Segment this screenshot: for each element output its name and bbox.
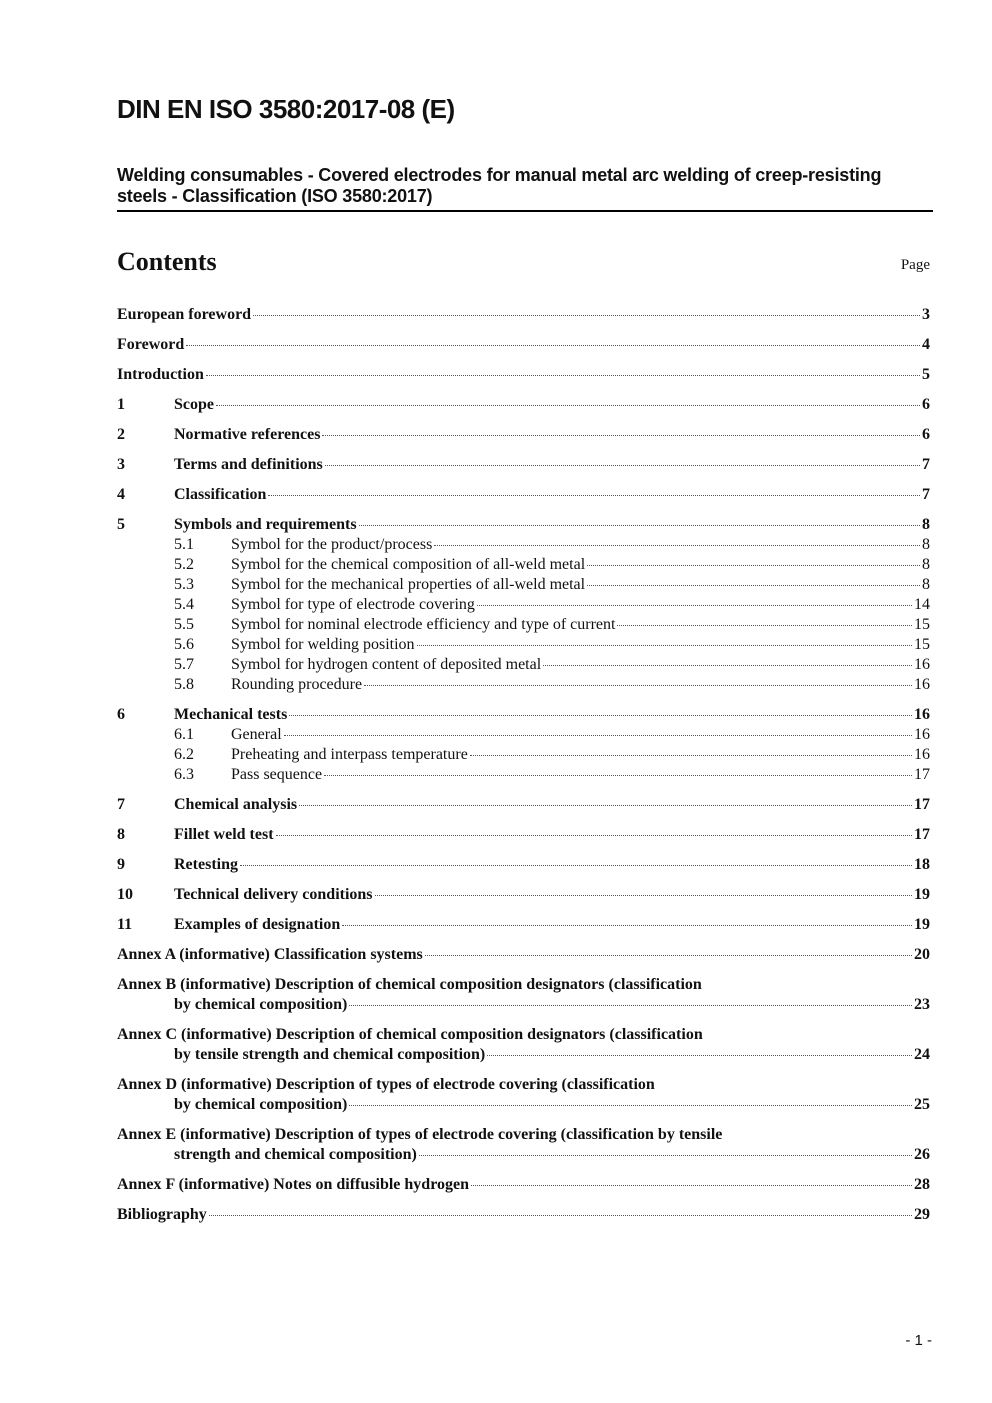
dot-leader — [543, 665, 912, 666]
toc-entry[interactable] — [117, 335, 930, 355]
toc-entry-number: 5 — [117, 516, 125, 533]
toc-entry-row — [117, 655, 930, 675]
dot-leader — [322, 435, 920, 436]
toc-entry-page: 16 — [914, 656, 930, 673]
toc-entry-title: Symbol for type of electrode covering — [231, 596, 475, 613]
toc-entry[interactable] — [117, 485, 930, 505]
toc-entry-title: Introduction — [117, 366, 204, 383]
toc-entry-row — [117, 335, 930, 355]
dot-leader — [324, 775, 912, 776]
toc-entry-page: 15 — [914, 636, 930, 653]
toc-entry-page: 8 — [922, 576, 930, 593]
toc-entry-number: 5.1 — [174, 536, 194, 553]
toc-entry[interactable] — [117, 675, 930, 695]
toc-entry[interactable] — [117, 595, 930, 615]
dot-leader — [216, 405, 920, 406]
dot-leader — [276, 835, 912, 836]
toc-entry-row — [117, 825, 930, 845]
dot-leader — [434, 545, 920, 546]
dot-leader — [419, 1155, 912, 1156]
toc-entry-row — [117, 425, 930, 445]
toc-entry[interactable] — [117, 1075, 930, 1115]
toc-entry-number: 5.5 — [174, 616, 194, 633]
toc-entry[interactable] — [117, 455, 930, 475]
toc-entry-number: 5.2 — [174, 556, 194, 573]
toc-entry-title: Symbol for nominal electrode efficiency and type of current — [231, 616, 616, 633]
toc-entry-title: Pass sequence — [231, 766, 323, 783]
toc-entry-row — [117, 365, 930, 385]
toc-entry-row — [117, 1145, 930, 1165]
contents-heading: Contents — [117, 247, 217, 276]
toc-entry[interactable] — [117, 765, 930, 785]
toc-entry-title: Classification — [174, 486, 267, 503]
toc-entry-row — [117, 555, 930, 575]
toc-entry-page: 29 — [914, 1206, 930, 1223]
toc-entry[interactable] — [117, 615, 930, 635]
toc-entry[interactable] — [117, 975, 930, 1015]
toc-entry-page: 4 — [922, 336, 930, 353]
toc-entry-title: Symbol for the mechanical properties of all-weld metal — [231, 576, 586, 593]
toc-entry-row — [117, 535, 930, 555]
toc-entry[interactable] — [117, 1175, 930, 1195]
toc-entry[interactable] — [117, 825, 930, 845]
toc-entry-title: Rounding procedure — [231, 676, 363, 693]
toc-entry-row — [117, 615, 930, 635]
dot-leader — [240, 865, 912, 866]
toc-entry-title: Terms and definitions — [174, 456, 323, 473]
toc-entry-row — [117, 855, 930, 875]
toc-entry-number: 11 — [117, 916, 133, 933]
toc-entry-row — [117, 885, 930, 905]
dot-leader — [425, 955, 912, 956]
dot-leader — [342, 925, 912, 926]
toc-entry-title: Scope — [174, 396, 214, 413]
dot-leader — [587, 565, 920, 566]
toc-entry-row — [117, 675, 930, 695]
dot-leader — [470, 755, 912, 756]
toc-entry-page: 8 — [922, 556, 930, 573]
toc-entry[interactable] — [117, 365, 930, 385]
toc-entry[interactable] — [117, 425, 930, 445]
toc-entry-number: 6.2 — [174, 746, 194, 763]
toc-entry-row — [117, 1095, 930, 1115]
toc-entry-title: Foreword — [117, 336, 185, 353]
toc-entry-page: 19 — [914, 916, 930, 933]
toc-entry-title: Retesting — [174, 856, 238, 873]
toc-entry[interactable] — [117, 885, 930, 905]
dot-leader — [477, 605, 912, 606]
toc-entry-title: General — [231, 726, 282, 743]
toc-entry-page: 6 — [922, 426, 930, 443]
toc-entry[interactable] — [117, 915, 930, 935]
dot-leader — [364, 685, 912, 686]
toc-entry-page: 18 — [914, 856, 930, 873]
dot-leader — [186, 345, 920, 346]
toc-entry-page: 23 — [914, 996, 930, 1013]
dot-leader — [617, 625, 912, 626]
dot-leader — [471, 1185, 912, 1186]
document-subtitle: Welding consumables - Covered electrodes for manual metal arc welding of creep-resisting steels - Classification (ISO 3580:2017) — [117, 165, 882, 206]
toc-entry[interactable] — [117, 855, 930, 875]
toc-entry-page: 17 — [914, 766, 930, 783]
toc-entry-title: Annex E (informative) Description of types of electrode covering (classification by tensile — [117, 1126, 723, 1143]
toc-entry-number: 5.4 — [174, 596, 194, 613]
dot-leader — [587, 585, 920, 586]
toc-entry-title: Annex C (informative) Description of chemical composition designators (classification — [117, 1026, 703, 1043]
page-column-label: Page — [900, 257, 930, 273]
toc-entry-number: 6 — [117, 706, 125, 723]
toc-entry-page: 3 — [922, 306, 930, 323]
toc-entry-row — [117, 945, 930, 965]
toc-entry-title: Symbol for the chemical composition of all-weld metal — [231, 556, 586, 573]
dot-leader — [253, 315, 920, 316]
toc-entry[interactable] — [117, 795, 930, 815]
toc-entry-title: Annex B (informative) Description of chemical composition designators (classification — [117, 976, 702, 993]
toc-entry-number: 5.3 — [174, 576, 194, 593]
toc-entry-title: Symbol for the product/process — [231, 536, 433, 553]
toc-entry-row — [117, 575, 930, 595]
dot-leader — [349, 1005, 912, 1006]
dot-leader — [268, 495, 920, 496]
toc-entry[interactable] — [117, 705, 930, 725]
document-title: DIN EN ISO 3580:2017-08 (E) — [117, 94, 455, 124]
toc-entry-number: 7 — [117, 796, 125, 813]
toc-entry-title: Chemical analysis — [174, 796, 298, 813]
toc-entry[interactable] — [117, 555, 930, 575]
toc-entry-page: 24 — [914, 1046, 930, 1063]
toc-entry-number: 5.7 — [174, 656, 194, 673]
table-of-contents — [117, 305, 930, 1225]
toc-entry[interactable] — [117, 635, 930, 655]
toc-entry-page: 16 — [914, 676, 930, 693]
toc-entry-page: 14 — [914, 596, 930, 613]
dot-leader — [375, 895, 912, 896]
toc-entry-title-continued: by chemical composition) — [174, 996, 348, 1013]
dot-leader — [349, 1105, 912, 1106]
toc-entry-page: 16 — [914, 746, 930, 763]
toc-entry[interactable] — [117, 725, 930, 745]
toc-entry-row — [117, 725, 930, 745]
dot-leader — [289, 715, 912, 716]
toc-entry-title-continued: by chemical composition) — [174, 1096, 348, 1113]
toc-entry[interactable] — [117, 575, 930, 595]
toc-entry-number: 6.3 — [174, 766, 194, 783]
toc-entry-number: 2 — [117, 426, 125, 443]
toc-entry-number: 5.6 — [174, 636, 194, 653]
dot-leader — [299, 805, 912, 806]
toc-entry-number: 5.8 — [174, 676, 194, 693]
toc-entry[interactable] — [117, 745, 930, 765]
toc-entry-page: 25 — [914, 1096, 930, 1113]
toc-entry-row — [117, 635, 930, 655]
toc-entry-page: 5 — [922, 366, 930, 383]
toc-entry-title: Fillet weld test — [174, 826, 274, 843]
toc-entry[interactable] — [117, 1125, 930, 1165]
toc-entry-page: 7 — [922, 456, 930, 473]
toc-entry-row — [117, 745, 930, 765]
toc-entry[interactable] — [117, 395, 930, 415]
toc-entry[interactable] — [117, 945, 930, 965]
toc-entry-number: 4 — [117, 486, 125, 503]
toc-entry-title: European foreword — [117, 306, 252, 323]
toc-entry[interactable] — [117, 515, 930, 535]
toc-entry-title: Normative references — [174, 426, 321, 443]
toc-entry-row — [117, 995, 930, 1015]
toc-entry-row — [117, 1175, 930, 1195]
toc-entry[interactable] — [117, 1025, 930, 1065]
toc-entry-title: Annex D (informative) Description of types of electrode covering (classification — [117, 1076, 655, 1093]
toc-entry-page: 15 — [914, 616, 930, 633]
toc-entry-title: Examples of designation — [174, 916, 341, 933]
toc-entry-page: 8 — [922, 516, 930, 533]
toc-entry-row — [117, 595, 930, 615]
toc-entry-title: Symbol for hydrogen content of deposited metal — [231, 656, 542, 673]
toc-entry-page: 7 — [922, 486, 930, 503]
toc-entry-title: Annex A (informative) Classification systems — [117, 946, 423, 963]
toc-entry[interactable] — [117, 655, 930, 675]
toc-entry[interactable] — [117, 535, 930, 555]
toc-entry-page: 16 — [914, 706, 930, 723]
toc-entry-title: Bibliography — [117, 1206, 207, 1223]
dot-leader — [487, 1055, 912, 1056]
toc-entry-page: 26 — [914, 1146, 930, 1163]
toc-entry-number: 3 — [117, 456, 125, 473]
dot-leader — [325, 465, 920, 466]
toc-entry-page: 6 — [922, 396, 930, 413]
toc-entry-title: Preheating and interpass temperature — [231, 746, 468, 763]
toc-entry-row — [117, 1205, 930, 1225]
toc-entry-title-continued: strength and chemical composition) — [174, 1146, 417, 1163]
toc-entry-title: Symbols and requirements — [174, 516, 357, 533]
toc-entry-number: 10 — [117, 886, 133, 903]
toc-entry-page: 19 — [914, 886, 930, 903]
toc-entry-number: 6.1 — [174, 726, 194, 743]
toc-entry-title: Annex F (informative) Notes on diffusible hydrogen — [117, 1176, 469, 1193]
toc-entry-number: 9 — [117, 856, 125, 873]
toc-entry-row — [117, 485, 930, 505]
page-number: - 1 - — [905, 1332, 932, 1349]
toc-entry-row — [117, 305, 930, 325]
toc-entry-row — [117, 915, 930, 935]
toc-entry-page: 20 — [914, 946, 930, 963]
dot-leader — [417, 645, 912, 646]
dot-leader — [359, 525, 920, 526]
toc-entry-page: 16 — [914, 726, 930, 743]
toc-entry[interactable] — [117, 1205, 930, 1225]
toc-entry-number: 1 — [117, 396, 125, 413]
dot-leader — [206, 375, 920, 376]
toc-entry-title: Technical delivery conditions — [174, 886, 373, 903]
toc-entry-title: Mechanical tests — [174, 706, 288, 723]
toc-entry-title: Symbol for welding position — [231, 636, 415, 653]
toc-entry-page: 17 — [914, 796, 930, 813]
title-divider — [117, 210, 933, 212]
toc-entry-title-continued: by tensile strength and chemical composition) — [174, 1046, 486, 1063]
toc-entry-number: 8 — [117, 826, 125, 843]
toc-entry-row — [117, 1045, 930, 1065]
toc-entry-row — [117, 705, 930, 725]
toc-entry-row — [117, 395, 930, 415]
toc-entry-row — [117, 765, 930, 785]
toc-entry-page: 8 — [922, 536, 930, 553]
toc-entry[interactable] — [117, 305, 930, 325]
toc-entry-row — [117, 455, 930, 475]
toc-entry-row — [117, 515, 930, 535]
dot-leader — [284, 735, 912, 736]
toc-entry-page: 28 — [914, 1176, 930, 1193]
dot-leader — [209, 1215, 912, 1216]
toc-entry-row — [117, 795, 930, 815]
toc-entry-page: 17 — [914, 826, 930, 843]
